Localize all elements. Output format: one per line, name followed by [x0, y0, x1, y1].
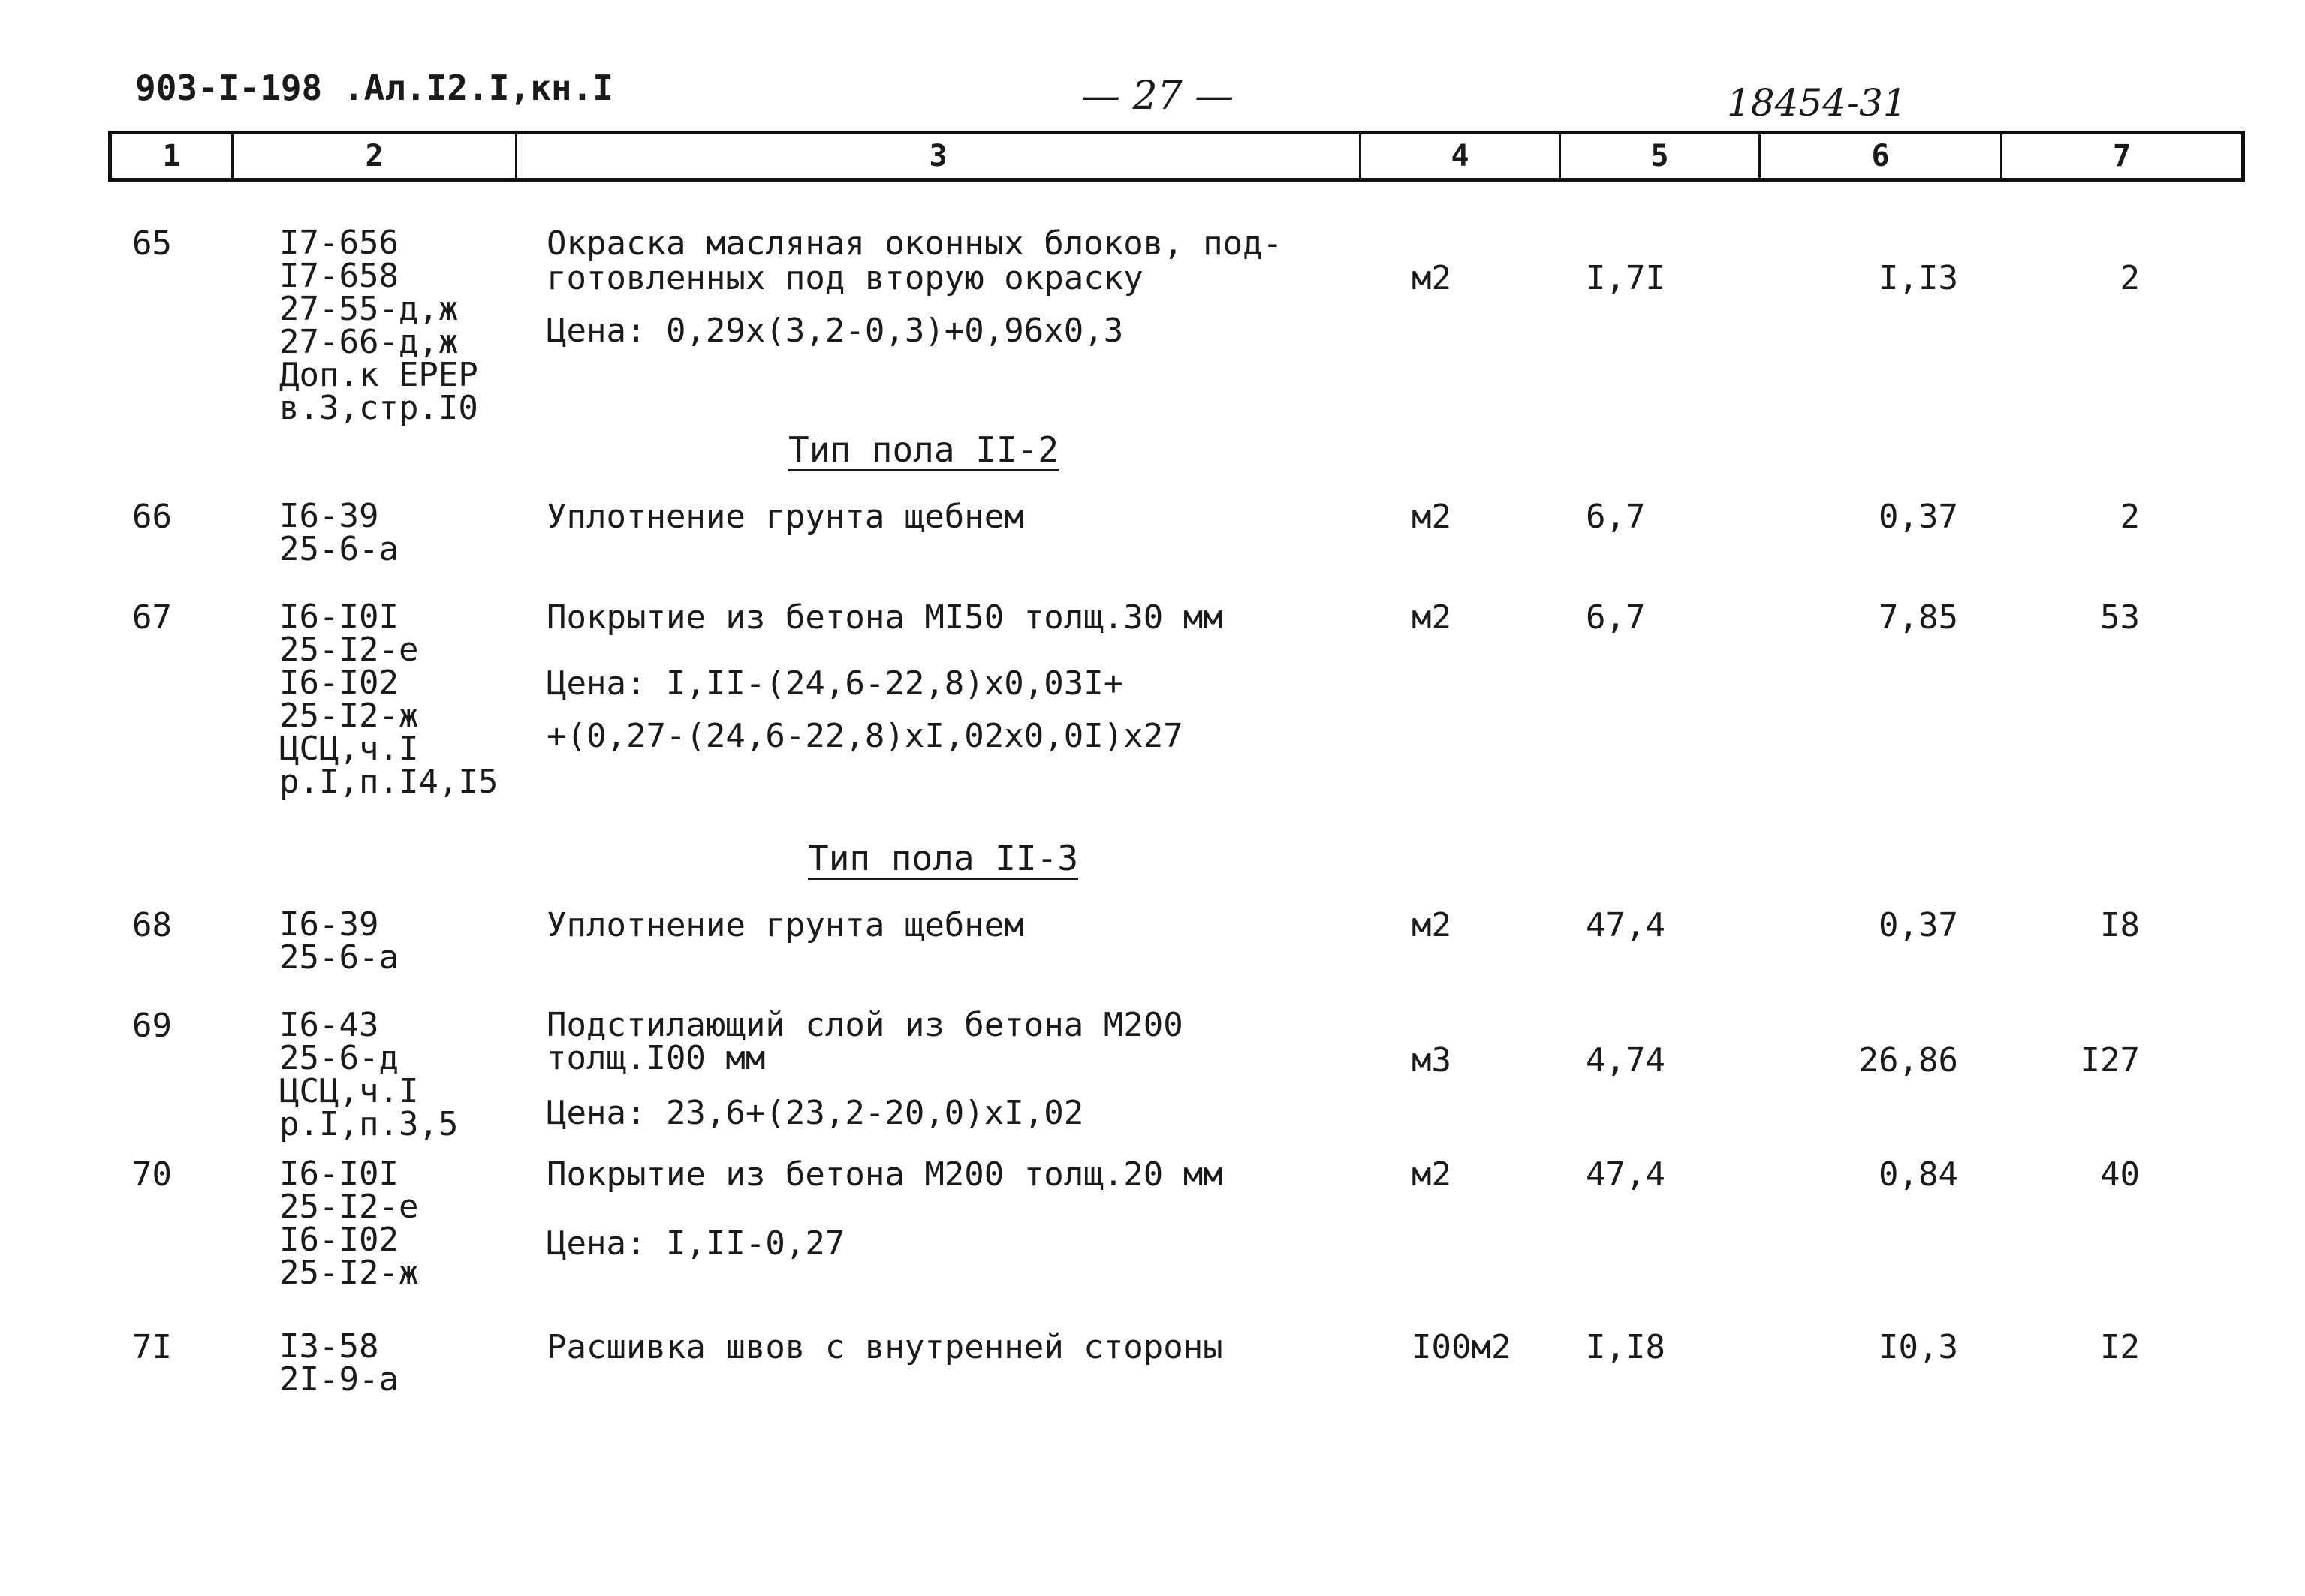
row-description: Покрытие из бетона М200 толщ.20 мм	[547, 1155, 1223, 1194]
column-header-3: 3	[517, 134, 1361, 178]
row-unit: I00м2	[1412, 1328, 1511, 1366]
column-header-row	[108, 131, 2245, 182]
row-unit: м3	[1412, 1041, 1451, 1080]
row-unit-cost: I0,3	[1879, 1328, 1958, 1366]
row-quantity: 6,7	[1586, 498, 1646, 536]
row-number: 65	[132, 224, 172, 263]
row-description: Подстилающий слой из бетона М200 толщ.I00 мм	[547, 1006, 1183, 1077]
row-price-formula: Цена: I,II-(24,6-22,8)х0,03I+ +(0,27-(24,6-22,8)хI,02х0,0I)х27	[547, 664, 1183, 755]
row-description: Уплотнение грунта щебнем	[547, 498, 1024, 536]
row-unit-cost: 0,37	[1879, 498, 1958, 536]
row-description: Уплотнение грунта щебнем	[547, 906, 1024, 944]
row-number: 66	[132, 498, 172, 536]
row-quantity: 47,4	[1586, 906, 1665, 944]
row-quantity: 4,74	[1586, 1041, 1665, 1080]
column-header-5: 5	[1561, 134, 1761, 178]
row-total: I2	[2100, 1328, 2140, 1366]
row-number: 7I	[132, 1328, 172, 1366]
row-unit-cost: 0,84	[1879, 1155, 1958, 1194]
row-number: 67	[132, 598, 172, 637]
column-header-6: 6	[1761, 134, 2002, 178]
row-quantity: 47,4	[1586, 1155, 1665, 1194]
row-quantity: I,7I	[1586, 259, 1665, 297]
row-price-formula: Цена: I,II-0,27	[547, 1224, 845, 1263]
column-header-2: 2	[234, 134, 517, 178]
row-unit: м2	[1412, 259, 1451, 297]
row-price-formula: Цена: 23,6+(23,2-20,0)хI,02	[547, 1094, 1084, 1132]
row-codes: I6-39 25-6-а	[279, 905, 399, 977]
section-title: Тип пола II-3	[808, 838, 1079, 878]
row-description: Покрытие из бетона МI50 толщ.30 мм	[547, 598, 1223, 637]
row-description: Окраска масляная оконных блоков, под- готовленных под вторую окраску	[547, 224, 1283, 297]
row-codes: I6-I0I 25-I2-е I6-I02 25-I2-ж	[279, 1155, 419, 1292]
document-number: 18454-31	[1727, 81, 1907, 125]
row-number: 70	[132, 1155, 172, 1194]
row-unit: м2	[1412, 906, 1451, 944]
row-unit-cost: I,I3	[1879, 259, 1958, 297]
row-quantity: I,I8	[1586, 1328, 1665, 1366]
row-total: 2	[2120, 259, 2140, 297]
row-total: I8	[2100, 906, 2140, 944]
row-price-formula: Цена: 0,29х(3,2-0,3)+0,96х0,3	[547, 312, 1124, 350]
row-quantity: 6,7	[1586, 598, 1646, 637]
row-unit: м2	[1412, 598, 1451, 637]
row-codes: I6-39 25-6-а	[279, 497, 399, 568]
column-header-7: 7	[2112, 139, 2132, 173]
section-title: Тип пола II-2	[788, 429, 1059, 470]
document-code: 903-I-198 .Ал.I2.I,кн.I	[135, 68, 613, 108]
row-number: 69	[132, 1007, 172, 1045]
page-number: — 27 —	[1081, 74, 1234, 119]
row-unit-cost: 26,86	[1858, 1041, 1958, 1080]
row-number: 68	[132, 906, 172, 944]
row-description: Расшивка швов с внутренней стороны	[547, 1328, 1223, 1366]
row-codes: I6-43 25-6-д ЦСЦ,ч.I р.I,п.3,5	[279, 1006, 459, 1143]
row-codes: I3-58 2I-9-а	[279, 1327, 399, 1399]
row-total: I27	[2080, 1041, 2140, 1080]
row-total: 53	[2100, 598, 2140, 637]
row-unit: м2	[1412, 1155, 1451, 1194]
row-total: 40	[2100, 1155, 2140, 1194]
row-codes: I6-I0I 25-I2-е I6-I02 25-I2-ж ЦСЦ,ч.I р.I,п.I4,I5	[279, 598, 499, 801]
row-unit-cost: 0,37	[1879, 906, 1958, 944]
row-codes: I7-656 I7-658 27-55-д,ж 27-66-д,ж Доп.к ЕРЕР в.3,стр.I0	[279, 224, 478, 427]
row-unit: м2	[1412, 498, 1451, 536]
row-total: 2	[2120, 498, 2140, 536]
column-header-4: 4	[1361, 134, 1561, 178]
column-header-1: 1	[112, 134, 234, 178]
row-unit-cost: 7,85	[1879, 598, 1958, 637]
